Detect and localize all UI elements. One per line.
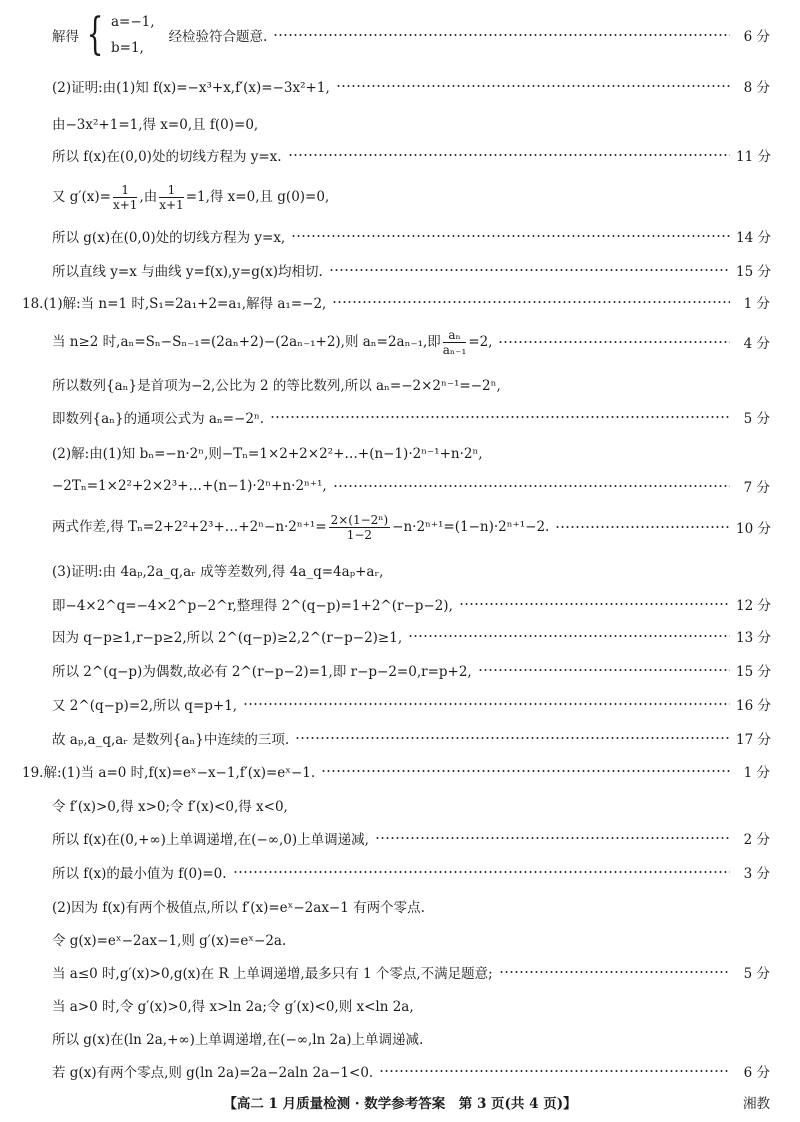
score: 12 分 [736, 598, 771, 614]
line-text [52, 328, 492, 357]
score: 16 分 [736, 698, 771, 714]
line-text: 所以 f(x)在(0,+∞)上单调递增,在(−∞,0)上单调递减, [52, 832, 369, 848]
answer-line [52, 403, 770, 431]
line-text: 19.解:(1)当 a=0 时,f(x)=eˣ−x−1,f′(x)=eˣ−1. [22, 765, 316, 781]
answer-line [52, 109, 770, 137]
dot-leader [333, 485, 730, 487]
line-text: 所以 g(x)在(0,0)处的切线方程为 y=x, [52, 230, 286, 246]
line-text: 所以 g(x)在(ln 2a,+∞)上单调递增,在(−∞,ln 2a)上单调递减. [52, 1032, 424, 1048]
numerator: 1 [159, 183, 183, 198]
system-row-2: b=1, [111, 40, 144, 56]
dot-leader [329, 269, 730, 271]
answer-line [52, 472, 770, 500]
score: 1 分 [743, 296, 770, 312]
line-text: 令 f′(x)>0,得 x>0;令 f′(x)<0,得 x<0, [52, 799, 288, 815]
dot-leader [291, 235, 730, 237]
score: 15 分 [736, 264, 771, 280]
answer-line [52, 824, 770, 852]
sys-text: 经检验符合题意. [168, 29, 268, 45]
answer-line [52, 72, 770, 100]
system-row-1: a=−1, [111, 14, 155, 30]
dot-leader [243, 703, 730, 705]
dot-leader [379, 1070, 730, 1072]
answer-line [52, 556, 770, 584]
line-text: (3)证明:由 4aₚ,2a_q,aᵣ 成等差数列,得 4a_q=4aₚ+aᵣ, [52, 564, 384, 580]
score: 17 分 [736, 732, 771, 748]
fraction-suffix: =1,得 x=0,且 g(0)=0, [185, 188, 330, 205]
answer-line [52, 438, 770, 466]
line-text: 所以 f(x)在(0,0)处的切线方程为 y=x. [52, 149, 282, 165]
answer-line [52, 1024, 770, 1052]
score: 5 分 [743, 411, 770, 427]
score: 1 分 [743, 765, 770, 781]
fraction-middle: ,由 [139, 188, 158, 205]
answer-line [52, 222, 770, 250]
line-text: 即数列{aₙ}的通项公式为 aₙ=−2ⁿ. [52, 411, 265, 427]
score: 14 分 [736, 230, 771, 246]
dot-leader [555, 526, 730, 528]
score: 2 分 [743, 832, 770, 848]
line-text: 所以数列{aₙ}是首项为−2,公比为 2 的等比数列,所以 aₙ=−2×2ⁿ⁻¹=−2ⁿ, [52, 378, 501, 394]
score: 11 分 [736, 149, 771, 165]
score: 3 分 [743, 866, 770, 882]
line-text: 所以 f(x)的最小值为 f(0)=0. [52, 866, 227, 882]
fraction [113, 183, 137, 212]
answer-line-fraction [52, 180, 770, 214]
answer-line [52, 656, 770, 684]
line-text: 又 2^(q−p)=2,所以 q=p+1, [52, 698, 238, 714]
denominator: x+1 [112, 197, 138, 212]
answer-line [22, 288, 770, 316]
fraction-prefix: 当 n≥2 时,aₙ=Sₙ−Sₙ₋₁=(2aₙ+2)−(2aₙ₋₁+2),则 aₙ=2aₙ₋₁,即 [52, 333, 441, 350]
score: 5 分 [743, 966, 770, 982]
dot-leader [295, 737, 730, 739]
line-text: 令 g(x)=eˣ−2ax−1,则 g′(x)=eˣ−2a. [52, 933, 287, 949]
score: 6 分 [743, 1065, 770, 1081]
dot-leader [273, 34, 730, 36]
line-text: −2Tₙ=1×2²+2×2³+…+(n−1)·2ⁿ+n·2ⁿ⁺¹, [52, 478, 327, 494]
line-text [52, 183, 329, 212]
score: 7 分 [743, 480, 770, 496]
line-text: 因为 q−p≥1,r−p≥2,所以 2^(q−p)≥2,2^(r−p−2)≥1, [52, 630, 403, 646]
line-text [52, 513, 549, 542]
answer-line [52, 590, 770, 618]
publisher-label: 湘教 [743, 1096, 770, 1112]
line-text: 18.(1)解:当 n=1 时,S₁=2a₁+2=a₁,解得 a₁=−2, [22, 296, 327, 312]
footer-title: 【高二 1 月质量检测 · 数学参考答案 第 3 页(共 4 页)】 [223, 1096, 577, 1112]
dot-leader [233, 871, 730, 873]
answer-line-fraction [52, 508, 770, 546]
line-text: 由−3x²+1=1,得 x=0,且 f(0)=0, [52, 117, 259, 133]
line-text: 故 aₚ,a_q,aᵣ 是数列{aₙ}中连续的三项. [52, 732, 290, 748]
dot-leader [408, 635, 730, 637]
dot-leader [375, 837, 730, 839]
score: 4 分 [743, 336, 770, 352]
fraction-suffix: =2, [468, 333, 493, 350]
line-text: 即−4×2^q=−4×2^p−2^r,整理得 2^(q−p)=1+2^(r−p−2), [52, 598, 453, 614]
answer-line [52, 958, 770, 986]
equation-system [111, 9, 155, 61]
line-text: 当 a>0 时,令 g′(x)>0,得 x>ln 2a;令 g′(x)<0,则 x<ln 2a, [52, 999, 414, 1015]
dot-leader [498, 341, 730, 343]
dot-leader [336, 85, 730, 87]
score: 10 分 [736, 521, 771, 537]
denominator: 1−2 [346, 527, 373, 542]
score: 8 分 [743, 80, 770, 96]
fraction-prefix: 又 g′(x)= [52, 188, 111, 205]
dot-leader [478, 669, 730, 671]
fraction-prefix: 两式作差,得 Tₙ=2+2²+2³+…+2ⁿ−n·2ⁿ⁺¹= [52, 518, 327, 535]
dot-leader [321, 770, 730, 772]
dot-leader [332, 301, 730, 303]
score: 13 分 [736, 630, 771, 646]
denominator: aₙ₋₁ [442, 342, 467, 357]
answer-line [52, 690, 770, 718]
answer-line [52, 1057, 770, 1085]
line-text: (2)因为 f(x)有两个极值点,所以 f′(x)=eˣ−2ax−1 有两个零点. [52, 900, 425, 916]
dot-leader [270, 416, 730, 418]
line-text: 若 g(x)有两个零点,则 g(ln 2a)=2a−2aln 2a−1<0. [52, 1065, 374, 1081]
dot-leader [459, 603, 730, 605]
line-text: 所以 2^(q−p)为偶数,故必有 2^(r−p−2)=1,即 r−p−2=0,r=p+2, [52, 664, 472, 680]
answer-line [52, 370, 770, 398]
answer-line [52, 791, 770, 819]
line-text: 所以直线 y=x 与曲线 y=f(x),y=g(x)均相切. [52, 264, 323, 280]
score: 6 分 [743, 29, 770, 45]
answer-line [52, 858, 770, 886]
answer-line [52, 925, 770, 953]
dot-leader [499, 971, 730, 973]
answer-line [52, 991, 770, 1019]
page-footer [0, 1090, 800, 1114]
answer-line [22, 757, 770, 785]
answer-line [52, 256, 770, 284]
line-text: 当 a≤0 时,g′(x)>0,g(x)在 R 上单调递增,最多只有 1 个零点,不满足题意; [52, 966, 493, 982]
answer-line [52, 622, 770, 650]
answer-line-fraction [52, 324, 770, 360]
numerator: aₙ [443, 328, 467, 343]
dot-leader [288, 154, 730, 156]
left-brace-icon: { [86, 9, 104, 60]
line-text: (2)解:由(1)知 bₙ=−n·2ⁿ,则−Tₙ=1×2+2×2²+…+(n−1)·2ⁿ⁻¹+n·2ⁿ, [52, 446, 483, 462]
solution-system-line [52, 8, 770, 62]
answer-line [52, 141, 770, 169]
fraction [329, 513, 391, 542]
fraction [159, 183, 183, 212]
fraction [443, 328, 467, 357]
denominator: x+1 [159, 197, 184, 212]
numerator: 2×(1−2ⁿ) [330, 512, 389, 527]
sys-prefix: 解得 [52, 29, 79, 45]
score: 15 分 [736, 664, 771, 680]
numerator: 1 [113, 183, 137, 198]
answer-line [52, 724, 770, 752]
line-text: (2)证明:由(1)知 f(x)=−x³+x,f′(x)=−3x²+1, [52, 80, 330, 96]
answer-line [52, 892, 770, 920]
fraction-suffix: −n·2ⁿ⁺¹=(1−n)·2ⁿ⁺¹−2. [392, 518, 550, 535]
